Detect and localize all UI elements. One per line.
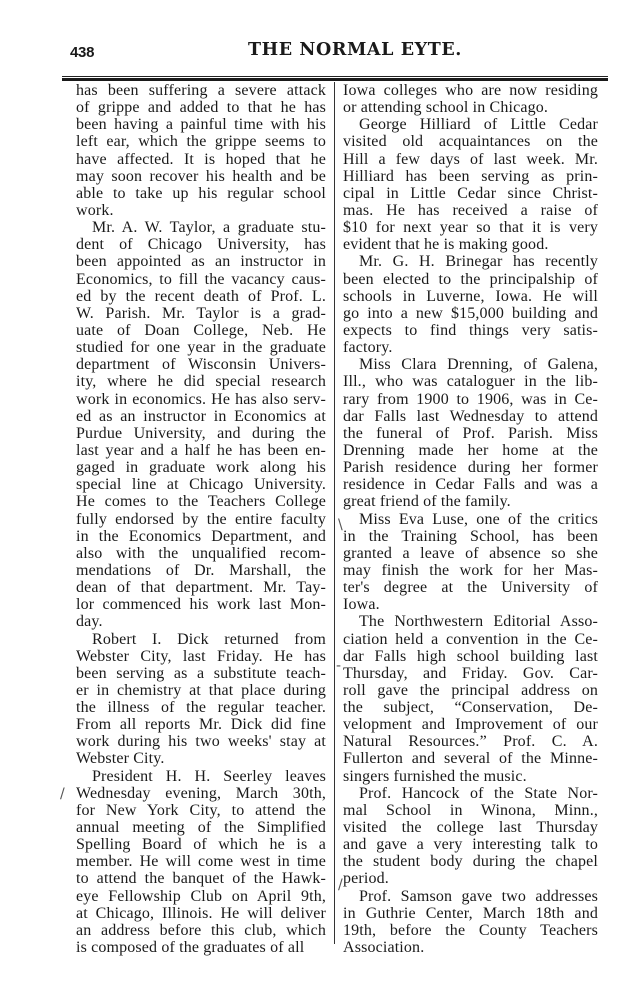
article-paragraph (76, 82, 326, 219)
column-divider (334, 82, 335, 944)
text-line: mendations of Dr. Marshall, the (76, 561, 326, 579)
article-paragraph (343, 511, 598, 614)
article-paragraph (343, 785, 598, 888)
text-line: left ear, which the grippe seems to (76, 133, 326, 151)
text-line: President H. H. Seerley leaves (92, 767, 326, 785)
text-line: velopment and Improvement of our (343, 716, 598, 734)
text-line: mas. He has received a raise of (343, 201, 598, 219)
text-line: Thursday, and Friday. Gov. Car- (343, 664, 598, 682)
text-line: dar Falls high school building last (343, 647, 598, 665)
text-line: studied for one year in the graduate (76, 339, 326, 357)
margin-check-mark: / (338, 877, 343, 893)
text-line: The Northwestern Editorial Asso- (359, 613, 598, 631)
text-line: factory. (343, 339, 393, 357)
text-line: From all reports Mr. Dick did fine (76, 716, 326, 734)
text-line: able to take up his regular school (76, 184, 326, 202)
text-line: residence in Cedar Falls and was a (343, 476, 598, 494)
text-line: the student body during the chapel (343, 853, 598, 871)
text-line: Economics, to fill the vacancy caus- (76, 270, 326, 288)
text-line: to attend the banquet of the Hawk- (76, 870, 326, 888)
text-line: roll gave the principal address on (343, 681, 598, 699)
text-line: fully endorsed by the entire faculty (76, 510, 326, 528)
text-line: been appointed as an instructor in (76, 253, 326, 271)
article-paragraph (343, 613, 598, 784)
page-number: 438 (70, 44, 95, 61)
header-rule-thick (62, 78, 608, 81)
text-line: work. (76, 201, 114, 219)
text-line: of grippe and added to that he has (76, 99, 326, 117)
text-line: ter's degree at the University of (343, 579, 598, 597)
text-line: the funeral of Prof. Parish. Miss (343, 424, 598, 442)
margin-check-mark: \ (338, 517, 343, 533)
text-line: Hilliard has been serving as prin- (343, 167, 598, 185)
text-line: dar Falls last Wednesday to attend (343, 407, 598, 425)
text-line: Mr. G. H. Brinegar has recently (359, 253, 598, 271)
text-line: dean of that department. Mr. Tay- (76, 579, 326, 597)
margin-check-mark: / (60, 786, 65, 802)
text-line: Prof. Samson gave two addresses (359, 887, 598, 905)
text-line: He comes to the Teachers College (76, 493, 326, 511)
text-line: period. (343, 870, 389, 888)
article-paragraph (343, 116, 598, 253)
text-line: been serving as a substitute teach- (76, 664, 326, 682)
text-line: granted a leave of absence so she (343, 544, 598, 562)
text-line: W. Parish. Mr. Taylor is a grad- (76, 304, 326, 322)
text-line: department of Wisconsin Univers- (76, 356, 326, 374)
text-line: work in economics. He has also serv- (76, 390, 326, 408)
text-line: ed by the recent death of Prof. L. (76, 287, 326, 305)
text-line: Ill., who was cataloguer in the lib- (343, 373, 598, 391)
text-line: the illness of the regular teacher. (76, 699, 326, 717)
text-line: Purdue University, and during the (76, 424, 326, 442)
text-line: Natural Resources.” Prof. C. A. (343, 733, 598, 751)
text-line: Hill a few days of last week. Mr. (343, 150, 598, 168)
text-line: visited the college last Thursday (343, 819, 598, 837)
text-line: $10 for next year so that it is very (343, 219, 598, 237)
text-line: in Guthrie Center, March 18th and (343, 904, 598, 922)
text-line: gaged in graduate work along his (76, 459, 326, 477)
text-line: Mr. A. W. Taylor, a graduate stu- (92, 219, 326, 237)
text-line: may soon recover his health and be (76, 167, 326, 185)
running-title: THE NORMAL EYTE. (247, 40, 462, 60)
text-line: or attending school in Chicago. (343, 99, 549, 117)
article-paragraph (343, 888, 598, 957)
text-line: have affected. It is hoped that he (76, 150, 326, 168)
text-line: Iowa. (343, 596, 380, 614)
text-line: Parish residence during her former (343, 459, 598, 477)
page-header (62, 40, 608, 62)
right-column (343, 82, 598, 956)
text-line: expects to find things very satis- (343, 321, 598, 339)
text-line: for New York City, to attend the (76, 801, 326, 819)
text-line: er in chemistry at that place during (76, 681, 326, 699)
text-line: schools in Luverne, Iowa. He will (343, 287, 598, 305)
article-paragraph (76, 219, 326, 630)
text-line: ity, where he did special research (76, 373, 326, 391)
text-line: Fullerton and several of the Minne- (343, 750, 598, 768)
text-line: in the Training School, has been (343, 527, 598, 545)
text-line: Miss Clara Drenning, of Galena, (359, 356, 598, 374)
article-paragraph (76, 631, 326, 768)
text-line: the subject, “Conservation, De- (343, 699, 598, 717)
text-line: special line at Chicago University. (76, 476, 326, 494)
text-line: annual meeting of the Simplified (76, 819, 326, 837)
text-line: go into a new $15,000 building and (343, 304, 598, 322)
text-line: Wednesday evening, March 30th, (76, 784, 326, 802)
text-line: ed as an instructor in Economics at (76, 407, 326, 425)
margin-dash-mark: - (336, 658, 342, 674)
text-line: is composed of the graduates of all (76, 939, 305, 957)
text-line: ciation held a convention in the Ce- (343, 630, 598, 648)
text-line: Drenning made her home at the (343, 441, 598, 459)
text-line: singers furnished the music. (343, 767, 527, 785)
text-line: eye Fellowship Club on April 9th, (76, 887, 326, 905)
text-line: Miss Eva Luse, one of the critics (359, 510, 598, 528)
text-line: day. (76, 613, 103, 631)
text-line: uate of Doan College, Neb. He (76, 321, 326, 339)
text-line: been elected to the principalship of (343, 270, 598, 288)
article-paragraph (343, 356, 598, 510)
text-line: George Hilliard of Little Cedar (359, 116, 598, 134)
text-line: an address before this club, which (76, 921, 326, 939)
text-line: 19th, before the County Teachers (343, 921, 598, 939)
text-line: visited old acquaintances on the (343, 133, 598, 151)
article-paragraph (343, 253, 598, 356)
text-line: rary from 1900 to 1906, was in Ce- (343, 390, 598, 408)
text-line: lor commenced his work last Mon- (76, 596, 326, 614)
text-line: Spelling Board of which he is a (76, 836, 326, 854)
header-rule-thin (62, 76, 608, 77)
text-line: may finish the work for her Mas- (343, 561, 598, 579)
text-line: member. He will come west in time (76, 853, 326, 871)
left-column (76, 82, 326, 956)
text-line: Webster City, last Friday. He has (76, 647, 326, 665)
text-line: and gave a very interesting talk to (343, 836, 598, 854)
text-line: Webster City. (76, 750, 165, 768)
text-line: evident that he is making good. (343, 236, 549, 254)
text-line: dent of Chicago University, has (76, 236, 326, 254)
article-paragraph (76, 768, 326, 957)
text-line: also with the unqualified recom- (76, 544, 326, 562)
text-line: Iowa colleges who are now residing (343, 82, 598, 99)
text-line: has been suffering a severe attack (76, 82, 326, 99)
text-line: mal School in Winona, Minn., (343, 801, 598, 819)
text-line: last year and a half he has been en- (76, 441, 326, 459)
text-line: Prof. Hancock of the State Nor- (359, 784, 598, 802)
text-line: cipal in Little Cedar since Christ- (343, 184, 598, 202)
text-line: been having a painful time with his (76, 116, 326, 134)
text-line: great friend of the family. (343, 493, 511, 511)
text-line: Association. (343, 939, 425, 957)
article-paragraph (343, 82, 598, 116)
text-line: in the Economics Department, and (76, 527, 326, 545)
text-line: work during his two weeks' stay at (76, 733, 326, 751)
text-line: Robert I. Dick returned from (92, 630, 326, 648)
text-line: at Chicago, Illinois. He will deliver (76, 904, 326, 922)
